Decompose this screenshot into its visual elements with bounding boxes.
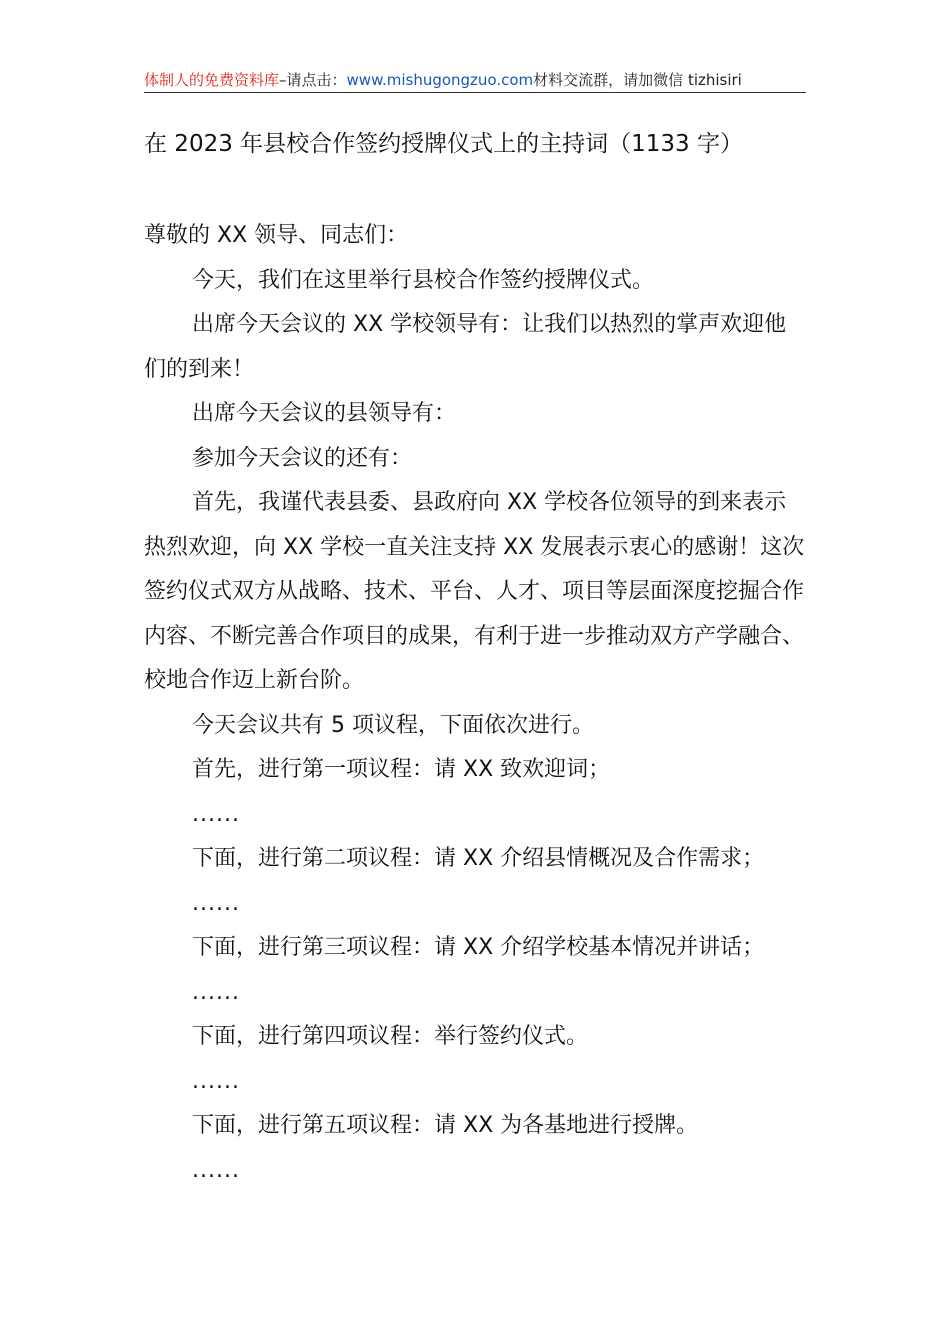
paragraph: 参加今天会议的还有： [192,445,413,471]
agenda-item: 下面，进行第五项议程：请 XX 为各基地进行授牌。 [192,1113,699,1138]
header-tail: 材料交流群，请加微信 tizhisiri [533,71,742,89]
header-prompt: –请点击： [279,71,347,89]
paragraph: 今天，我们在这里举行县校合作签约授牌仪式。 [192,267,655,293]
document-title: 在 2023 年县校合作签约授牌仪式上的主持词（1133 字） [144,131,743,157]
ellipsis: ...... [192,1068,240,1094]
agenda-item: 下面，进行第四项议程：举行签约仪式。 [192,1024,589,1049]
header-url-link[interactable]: www.mishugongzuo.com [346,71,534,89]
ellipsis: ...... [192,979,240,1005]
salutation: 尊敬的 XX 领导、同志们： [144,223,409,248]
paragraph: 首先，我谨代表县委、县政府向 XX 学校各位领导的到来表示热烈欢迎，向 XX 学校一直关注支持 XX 发展表示衷心的感谢！这次签约仪式双方从战略、技术、平台、人才、项目等层面深度挖掘合作内容、不断完善合作项目的成果，有利于进一步推动双方产学融合、校地合作迈上新台阶。 [144,490,805,693]
header-brand: 体制人的免费资料库 [144,71,280,89]
paragraph: 出席今天会议的 XX 学校领导有：让我们以热烈的掌声欢迎他们的到来！ [144,312,787,382]
agenda-item: 首先，进行第一项议程：请 XX 致欢迎词； [192,757,611,782]
agenda-item: 下面，进行第二项议程：请 XX 介绍县情概况及合作需求； [192,846,765,871]
ellipsis: ...... [192,890,240,916]
agenda-item: 下面，进行第三项议程：请 XX 介绍学校基本情况并讲话； [192,935,765,960]
ellipsis: ...... [192,801,240,827]
ellipsis: ...... [192,1157,240,1183]
paragraph: 今天会议共有 5 项议程，下面依次进行。 [192,712,594,738]
document-body [144,214,806,1193]
page-header [144,68,806,93]
paragraph: 出席今天会议的县领导有： [192,401,457,426]
